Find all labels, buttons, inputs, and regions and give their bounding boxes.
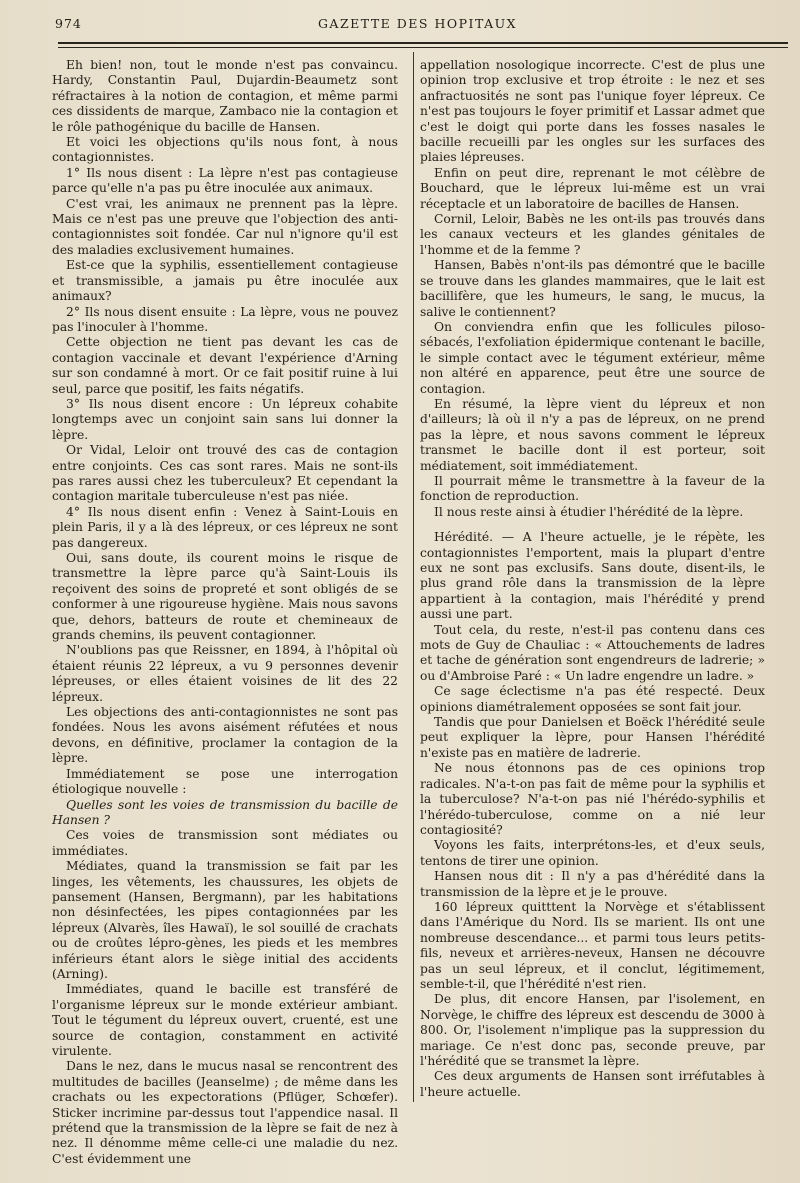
column-divider — [413, 52, 414, 1102]
paragraph: Cornil, Leloir, Babès ne les ont-ils pas trouvés dans les canaux vecteurs et les glandes génitales de l'homme et de la femme ? — [420, 212, 765, 257]
paragraph: Ces voies de transmission sont médiates ou immédiates. — [52, 828, 398, 858]
paragraph: Médiates, quand la transmission se fait par les linges, les vêtements, les chaussures, les objets de pansement (Hansen, Bergmann), par les habitations non désinfectées, les pipes contagionnées par les lépreux (Alvarès, îles Hawaï), le sol souillé de crachats ou de croûtes lépro-gènes, les pieds et les membres inférieurs étant alors le siège initial des accidents (Arning). — [52, 859, 398, 981]
paragraph: Eh bien! non, tout le monde n'est pas convaincu. Hardy, Constantin Paul, Dujardin-Beaumetz sont réfractaires à la notion de contagion, et même parmi ces dissidents de marque, Zambaco nie la contagion et le rôle pathogénique du bacille de Hansen. — [52, 58, 398, 134]
paragraph: Les objections des anti-contagionnistes ne sont pas fondées. Nous les avons aisément réfutées et nous devons, en définitive, proclamer la contagion de la lèpre. — [52, 705, 398, 766]
paragraph: C'est vrai, les animaux ne prennent pas la lèpre. Mais ce n'est pas une preuve que l'objection des anti-contagionnistes soit fondée. Car nul n'ignore qu'il est des maladies exclusivement humaines. — [52, 196, 398, 257]
paragraph: 3° Ils nous disent encore : Un lépreux cohabite longtemps avec un conjoint sain sans lui donner la lèpre. — [52, 396, 398, 442]
paragraph: Cette objection ne tient pas devant les cas de contagion vaccinale et devant l'expérience d'Arning sur son condamné à mort. Or ce fait positif ruine à lui seul, parce que positif, les faits négatifs. — [52, 335, 398, 396]
heredite-paragraph: Hérédité. — A l'heure actuelle, je le répète, les contagionnistes l'emportent, mais la plupart d'entre eux ne sont pas exclusifs. Sans doute, disent-ils, le plus grand rôle dans la transmission de la lèpre appartient à la contagion, mais l'hérédité y prend aussi une part. — [420, 530, 765, 622]
paragraph: Il pourrait même le transmettre à la faveur de la fonction de reproduction. — [420, 473, 765, 504]
paragraph: Ce sage éclectisme n'a pas été respecté. Deux opinions diamétralement opposées se sont fait jour. — [420, 684, 765, 714]
paragraph: Or Vidal, Leloir ont trouvé des cas de contagion entre conjoints. Ces cas sont rares. Mais ne sont-ils pas rares aussi chez les tuberculeux? Et cependant la contagion maritale tuberculeuse n'est pas niée. — [52, 443, 398, 504]
section-gap — [420, 520, 765, 530]
header-rule-thin — [58, 47, 788, 48]
paragraph: Ne nous étonnons pas de ces opinions trop radicales. N'a-t-on pas fait de même pour la syphilis et la tuberculose? N'a-t-on pas nié l'hérédo-syphilis et l'hérédo-tuberculose, comme on a nié leur contagiosité? — [420, 761, 765, 837]
paragraph: Dans le nez, dans le mucus nasal se rencontrent des multitudes de bacilles (Jeanselme) ; de même dans les crachats ou les expectorations (Pflüger, Schœfer). Sticker incrimine par-dessus tout l'appendice nasal. Il prétend que la transmission de la lèpre se fait de nez à nez. Il dénomme même celle-ci une maladie du nez. C'est évidemment une — [52, 1059, 398, 1166]
paragraph: Hansen nous dit : Il n'y a pas d'hérédité dans la transmission de la lèpre et je le prouve. — [420, 869, 765, 899]
paragraph: 2° Ils nous disent ensuite : La lèpre, vous ne pouvez pas l'inoculer à l'homme. — [52, 304, 398, 334]
paragraph: appellation nosologique incorrecte. C'est de plus une opinion trop exclusive et trop étroite : le nez et ses anfractuosités ne sont pas l'unique foyer lépreux. Ce n'est pas toujours le foyer primitif et Lassar admet que c'est le doigt qui porte dans les fosses nasales le bacille recueilli par les ongles sur les surfaces des plaies lépreuses. — [420, 58, 765, 165]
paragraph: Tout cela, du reste, n'est-il pas contenu dans ces mots de Guy de Chauliac : « Attouchements de ladres et tache de génération sont engendreurs de ladrerie; » ou d'Ambroise Paré : « Un ladre engendre un ladre. » — [420, 622, 765, 683]
paragraph: Ces deux arguments de Hansen sont irréfutables à l'heure actuelle. — [420, 1069, 765, 1099]
paragraph: Il nous reste ainsi à étudier l'hérédité de la lèpre. — [434, 504, 744, 519]
paragraph: On conviendra enfin que les follicules piloso-sébacés, l'exfoliation épidermique contenant le bacille, le simple contact avec le tégument extérieur, même non altéré en apparence, peut être une source de contagion. — [420, 319, 765, 396]
paragraph: Est-ce que la syphilis, essentiellement contagieuse et transmissible, a jamais pu être inoculée aux animaux? — [52, 258, 398, 304]
left-column — [52, 58, 398, 1167]
paragraph: Oui, sans doute, ils courent moins le risque de transmettre la lèpre parce qu'à Saint-Louis ils reçoivent des soins de propreté et sont obligés de se conformer à une rigoureuse hygiène. Mais nous savons que, dehors, batteurs de route et chemineaux de grands chemins, ils peuvent contagionner. — [52, 551, 398, 643]
page-header — [55, 14, 780, 36]
paragraph: Et voici les objections qu'ils nous font, à nous contagionnistes. — [52, 135, 398, 165]
page-number: 974 — [55, 16, 82, 31]
paragraph: N'oublions pas que Reissner, en 1894, à l'hôpital où étaient réunis 22 lépreux, a vu 9 personnes devenir lépreuses, or elles étaient voisines de lit des 22 lépreux. — [52, 643, 398, 704]
paragraph: 4° Ils nous disent enfin : Venez à Saint-Louis en plein Paris, il y a là des lépreux, or ces lépreux ne sont pas dangereux. — [52, 504, 398, 550]
paragraph: Tandis que pour Danielsen et Boëck l'hérédité seule peut expliquer la lèpre, pour Hansen l'hérédité n'existe pas en matière de ladrerie. — [420, 715, 765, 760]
paragraph: Immédiatement se pose une interrogation étiologique nouvelle : — [52, 766, 398, 797]
running-title: GAZETTE DES HOPITAUX — [317, 16, 518, 31]
section-question: Quelles sont les voies de transmission du bacille de Hansen ? — [52, 797, 398, 827]
paragraph: Hansen, Babès n'ont-ils pas démontré que le bacille se trouve dans les glandes mammaires, que le lait est bacillifère, que les humeurs, le sang, le mucus, la salive le contiennent? — [420, 258, 765, 319]
paragraph: 1° Ils nous disent : La lèpre n'est pas contagieuse parce qu'elle n'a pas pu être inoculée aux animaux. — [52, 165, 398, 196]
paragraph: De plus, dit encore Hansen, par l'isolement, en Norvège, le chiffre des lépreux est descendu de 3000 à 800. Or, l'isolement n'implique pas la suppression du mariage. Ce n'est donc pas, seconde preuve, par l'hérédité que se transmet la lèpre. — [420, 992, 765, 1068]
paragraph: Enfin on peut dire, reprenant le mot célèbre de Bouchard, que le lépreux lui-même est un vrai réceptacle et un laboratoire de bacilles de Hansen. — [420, 165, 765, 211]
right-column — [420, 58, 765, 1100]
paragraph: En résumé, la lèpre vient du lépreux et non d'ailleurs; là où il n'y a pas de lépreux, on ne prend pas la lèpre, et nous savons comment le lépreux transmet le bacille dont il est porteur, soit médiatement, soit immédiatement. — [420, 396, 765, 473]
paragraph: Immédiates, quand le bacille est transféré de l'organisme lépreux sur le monde extérieur ambiant. Tout le tégument du lépreux ouvert, cruenté, est une source de contagion, constamment en activité virulente. — [52, 982, 398, 1058]
header-rule — [58, 42, 788, 44]
paragraph: Voyons les faits, interprétons-les, et d'eux seuls, tentons de tirer une opinion. — [420, 838, 765, 868]
paragraph: 160 lépreux quitttent la Norvège et s'établissent dans l'Amérique du Nord. Ils se marient. Ils ont une nombreuse descendance... et parmi tous leurs petits-fils, neveux et arrières-neveux, Hansen ne découvre pas un seul lépreux, et il conclut, légitimement, semble-t-il, que l'hérédité n'est rien. — [420, 899, 765, 991]
